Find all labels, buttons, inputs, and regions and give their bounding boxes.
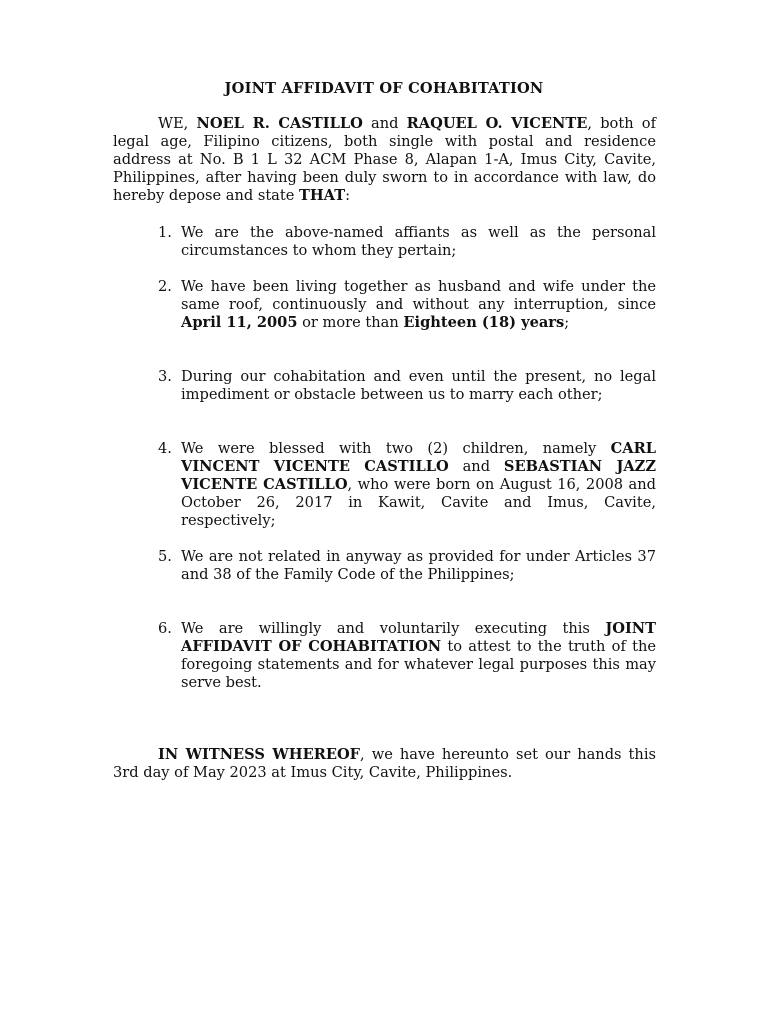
cohabitation-date: April 11, 2005 (181, 314, 298, 331)
item-3-text: During our cohabitation and even until the present, no legal impediment or obstacle between us to marry each other; (181, 368, 656, 403)
intro-colon: : (345, 187, 350, 204)
list-item (158, 440, 656, 530)
item-number: 4. (158, 440, 172, 457)
item-text (181, 224, 656, 260)
item-number: 5. (158, 548, 172, 565)
item-number: 3. (158, 368, 172, 385)
list-item (158, 224, 656, 260)
item-2-part3: ; (564, 314, 570, 331)
affiant-name-1: NOEL R. CASTILLO (196, 115, 363, 132)
item-number: 2. (158, 278, 172, 295)
witness-text: , we have hereunto set our hands this 3rd day of May 2023 at Imus City, Cavite, Philippines. (113, 746, 656, 781)
item-text (181, 620, 656, 692)
document-title: JOINT AFFIDAVIT OF COHABITATION (224, 80, 544, 97)
item-text (181, 368, 656, 404)
intro-rest: , both of legal age, Filipino citizens, both single with postal and residence address at No. B 1 L 32 ACM Phase 8, Alapan 1-A, Imus City, Cavite, Philippines, after having been duly sworn to in accordance with law, do hereby depose and state (113, 115, 656, 204)
item-6-part1: We are willingly and voluntarily executing this (181, 620, 606, 637)
witness-indent (113, 746, 158, 763)
intro-that: THAT (299, 187, 346, 204)
item-5-text: We are not related in anyway as provided for under Articles 37 and 38 of the Family Code of the Philippines; (181, 548, 656, 583)
list-item (158, 620, 656, 692)
item-2-part1: We have been living together as husband and wife under the same roof, continuously and without any interruption, since (181, 278, 656, 313)
item-number: 1. (158, 224, 172, 241)
item-number: 6. (158, 620, 172, 637)
item-4-part2: , who were born on August 16, 2008 and October 26, 2017 in Kawit, Cavite and Imus, Cavite, respectively; (181, 476, 656, 529)
child-name-1: CARL VINCENT VICENTE CASTILLO (181, 440, 656, 475)
intro-indent (113, 115, 158, 132)
item-4-and: and (448, 458, 504, 475)
item-text (181, 278, 656, 332)
cohabitation-years: Eighteen (18) years (403, 314, 565, 331)
item-6-part2: to attest to the truth of the foregoing statements and for whatever legal purposes this may serve best. (181, 638, 656, 691)
item-1-text: We are the above-named affiants as well as the personal circumstances to whom they pertain; (181, 224, 656, 259)
list-item (158, 278, 656, 332)
list-item (158, 548, 656, 584)
item-text (181, 440, 656, 530)
item-2-part2: or more than (297, 314, 404, 331)
item-text (181, 548, 656, 584)
affidavit-name-bold: JOINT AFFIDAVIT OF COHABITATION (181, 620, 656, 655)
item-4-part1: We were blessed with two (2) children, namely (181, 440, 611, 457)
list-item (158, 368, 656, 404)
affiant-name-2: RAQUEL O. VICENTE (406, 115, 588, 132)
intro-lead: WE, (158, 115, 197, 132)
witness-heading: IN WITNESS WHEREOF (158, 746, 361, 763)
witness-paragraph (113, 746, 656, 782)
child-name-2: SEBASTIAN JAZZ VICENTE CASTILLO (181, 458, 656, 493)
intro-paragraph (113, 115, 656, 205)
intro-and: and (362, 115, 407, 132)
